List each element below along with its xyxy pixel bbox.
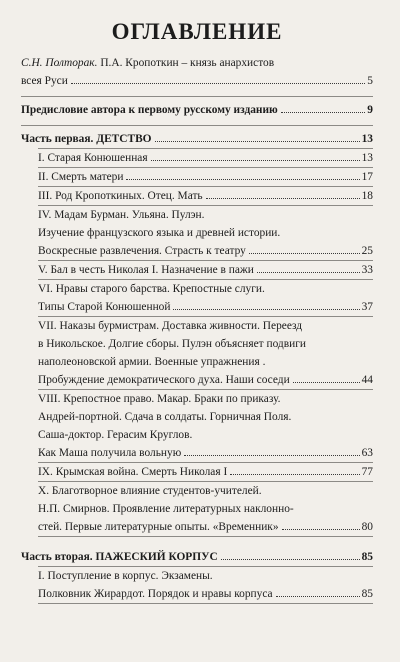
chapter-title-line: VII. Наказы бурмистрам. Доставка живности. Переезд — [38, 320, 303, 332]
page-number: 13 — [361, 133, 373, 145]
page-number: 5 — [367, 75, 373, 87]
toc-chapter-entry[interactable] — [21, 390, 373, 462]
page-number: 9 — [367, 104, 373, 116]
part-title: Часть вторая. ПАЖЕСКИЙ КОРПУС — [21, 551, 218, 563]
toc-part-2-heading[interactable] — [21, 548, 373, 566]
part-title: Часть первая. ДЕТСТВО — [21, 133, 152, 145]
page-number: 63 — [361, 447, 373, 459]
page-title: ОГЛАВЛЕНИЕ — [111, 19, 283, 44]
page-number: 80 — [361, 521, 373, 533]
chapter-title-line: Полковник Жирардот. Порядок и нравы корпуса — [38, 588, 273, 600]
chapter-title-line: X. Благотворное влияние студентов-учителей. — [38, 485, 262, 497]
chapter-title-line: Изучение французского языка и древней истории. — [38, 227, 281, 239]
dot-leader — [293, 382, 360, 383]
dot-leader — [257, 272, 360, 273]
page-number: 44 — [361, 374, 373, 386]
chapter-title-line: V. Бал в честь Николая I. Назначение в пажи — [38, 264, 254, 276]
intro-text-2: всея Руси — [21, 75, 68, 87]
toc-chapter-entry[interactable] — [21, 317, 373, 389]
dot-leader — [249, 253, 360, 254]
toc-chapter-entry[interactable] — [21, 187, 373, 205]
toc-chapter-entry[interactable] — [21, 261, 373, 279]
chapter-title-line: Н.П. Смирнов. Проявление литературных наклонно- — [38, 503, 294, 515]
toc-entry-intro[interactable] — [21, 54, 373, 90]
part-1-chapter-list — [21, 149, 373, 537]
dot-leader — [151, 160, 360, 161]
dot-leader — [184, 455, 359, 456]
chapter-title-line: Пробуждение демократического духа. Наши соседи — [38, 374, 290, 386]
part-2-chapter-list — [21, 567, 373, 604]
dot-leader — [71, 83, 365, 84]
chapter-title-line: Типы Старой Конюшенной — [38, 301, 171, 313]
toc-chapter-entry[interactable] — [21, 280, 373, 316]
toc-part-1-heading[interactable] — [21, 130, 373, 148]
toc-chapter-entry[interactable] — [21, 206, 373, 260]
chapter-title-line: стей. Первые литературные опыты. «Временник» — [38, 521, 279, 533]
toc-chapter-entry[interactable] — [21, 168, 373, 186]
toc-chapter-entry[interactable] — [21, 463, 373, 481]
chapter-title-line: II. Смерть матери — [38, 171, 124, 183]
chapter-title-line: IV. Мадам Бурман. Ульяна. Пулэн. — [38, 209, 205, 221]
dot-leader — [276, 596, 360, 597]
toc-chapter-entry[interactable] — [21, 149, 373, 167]
page-number: 85 — [361, 588, 373, 600]
toc-chapter-entry[interactable] — [21, 567, 373, 603]
dot-leader — [281, 112, 366, 113]
chapter-title-line: Воскресные развлечения. Страсть к театру — [38, 245, 246, 257]
chapter-title-line: VIII. Крепостное право. Макар. Браки по приказу. — [38, 393, 281, 405]
chapter-title-line: Саша-доктор. Герасим Круглов. — [38, 429, 193, 441]
dot-leader — [155, 141, 360, 142]
preface-title: Предисловие автора к первому русскому изданию — [21, 104, 278, 116]
dot-leader — [230, 474, 359, 475]
toc-chapter-entry[interactable] — [21, 482, 373, 536]
page-number: 18 — [361, 190, 373, 202]
dot-leader — [282, 529, 360, 530]
intro-author: С.Н. Полторак. — [21, 57, 98, 69]
separator — [38, 603, 373, 604]
chapter-title-line: Как Маша получила вольную — [38, 447, 182, 459]
dot-leader — [221, 559, 360, 560]
page-number: 77 — [361, 466, 373, 478]
page-number: 33 — [361, 264, 373, 276]
chapter-title-line: наполеоновской армии. Военные упражнения . — [38, 356, 266, 368]
chapter-title-line: I. Поступление в корпус. Экзамены. — [38, 570, 213, 582]
page-number: 25 — [361, 245, 373, 257]
chapter-title-line: III. Род Кропоткиных. Отец. Мать — [38, 190, 203, 202]
dot-leader — [126, 179, 359, 180]
chapter-title-line: в Никольское. Долгие сборы. Пулэн объясняет подвиги — [38, 338, 306, 350]
chapter-title-line: IX. Крымская война. Смерть Николая I — [38, 466, 228, 478]
dot-leader — [206, 198, 360, 199]
intro-text: П.А. Кропоткин – князь анархистов — [97, 57, 275, 69]
chapter-title-line: Андрей-портной. Сдача в солдаты. Горничная Поля. — [38, 411, 292, 423]
chapter-title-line: VI. Нравы старого барства. Крепостные слуги. — [38, 283, 265, 295]
dot-leader — [173, 309, 359, 310]
page-number: 13 — [361, 152, 373, 164]
toc-entry-preface[interactable] — [21, 101, 373, 119]
page-number: 37 — [361, 301, 373, 313]
chapter-title-line: I. Старая Конюшенная — [38, 152, 148, 164]
page-number: 85 — [361, 551, 373, 563]
page-number: 17 — [361, 171, 373, 183]
